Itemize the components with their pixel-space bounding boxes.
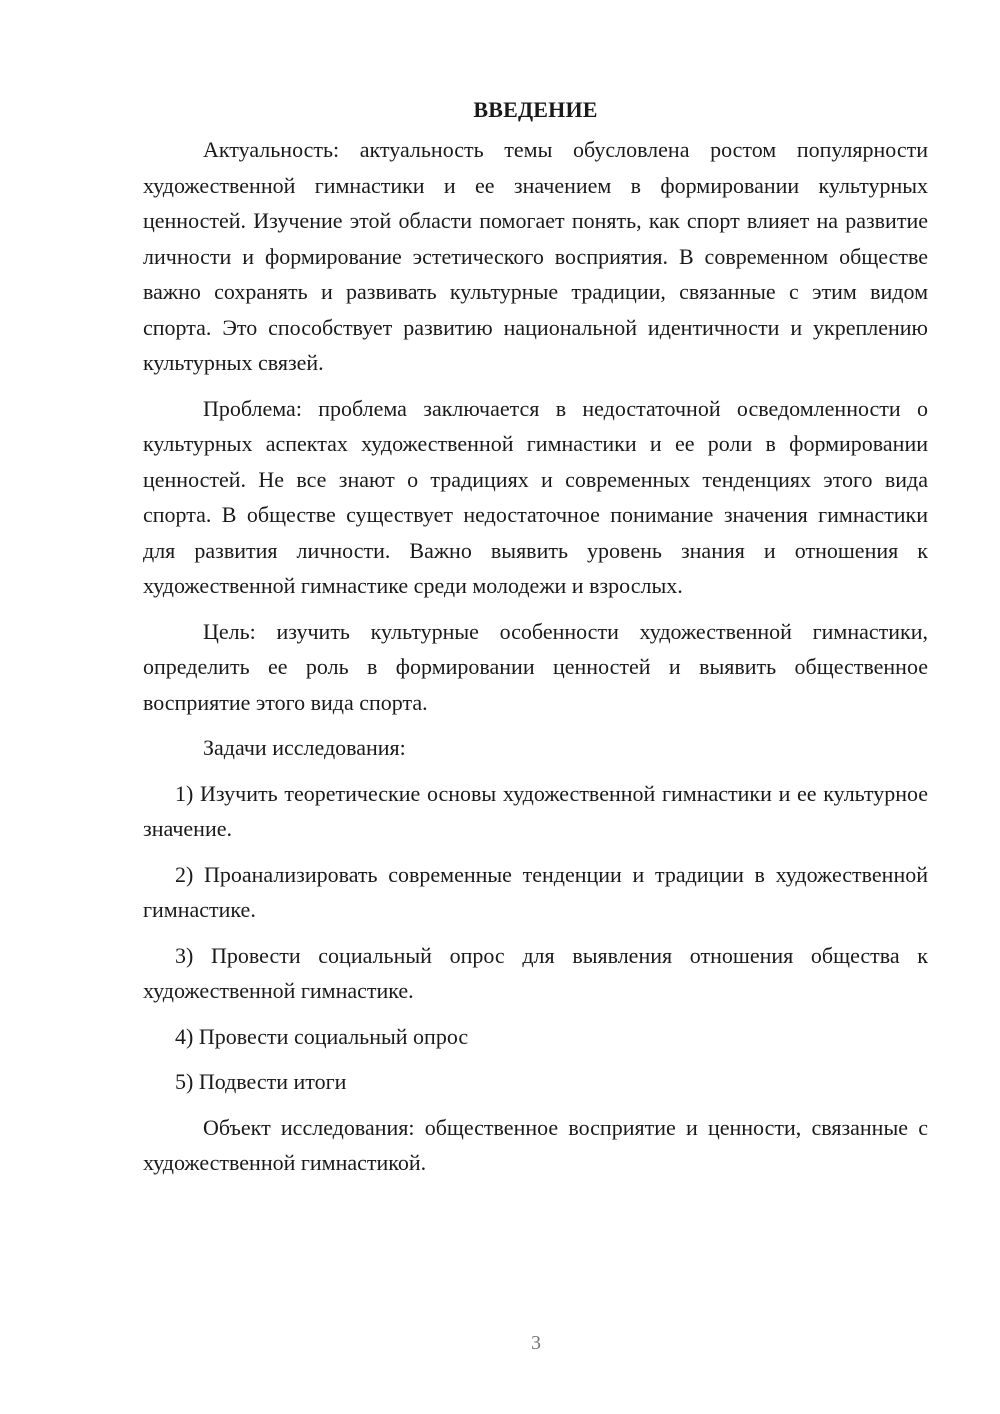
- task-item-1: 1) Изучить теоретические основы художественной гимнастики и ее культурное значение.: [143, 780, 928, 841]
- section-title: ВВЕДЕНИЕ: [473, 97, 598, 122]
- paragraph-problem: Проблема: проблема заключается в недостаточной осведомленности о культурных аспектах художественной гимнастики и ее роли в формировании ценностей. Не все знают о традициях и современных тенденциях этого вида спорта. В обществе существует недостаточное понимание значения гимнастики для развития личности. Важно выявить уровень знания и отношения к художественной гимнастике среди молодежи и взрослых.: [143, 395, 928, 598]
- task-item-4: 4) Провести социальный опрос: [175, 1023, 469, 1049]
- paragraph-relevance: Актуальность: актуальность темы обусловлена ростом популярности художественной гимнастики и ее значением в формировании культурных ценностей. Изучение этой области помогает понять, как спорт влияет на развитие личности и формирование эстетического восприятия. В современном обществе важно сохранять и развивать культурные традиции, связанные с этим видом спорта. Это способствует развитию национальной идентичности и укреплению культурных связей.: [143, 137, 928, 375]
- document-page: [143, 92, 928, 1191]
- paragraph-goal: Цель: изучить культурные особенности художественной гимнастики, определить ее роль в формировании ценностей и выявить общественное восприятие этого вида спорта.: [143, 618, 928, 715]
- task-item-5: 5) Подвести итоги: [175, 1069, 347, 1094]
- tasks-heading: Задачи исследования:: [203, 735, 406, 760]
- task-item-3: 3) Провести социальный опрос для выявления отношения общества к художественной гимнастике.: [143, 942, 928, 1003]
- task-item-2: 2) Проанализировать современные тенденции и традиции в художественной гимнастике.: [143, 861, 928, 922]
- page-number: 3: [531, 1332, 541, 1354]
- paragraph-object: Объект исследования: общественное восприятие и ценности, связанные с художественной гимнастикой.: [143, 1114, 928, 1175]
